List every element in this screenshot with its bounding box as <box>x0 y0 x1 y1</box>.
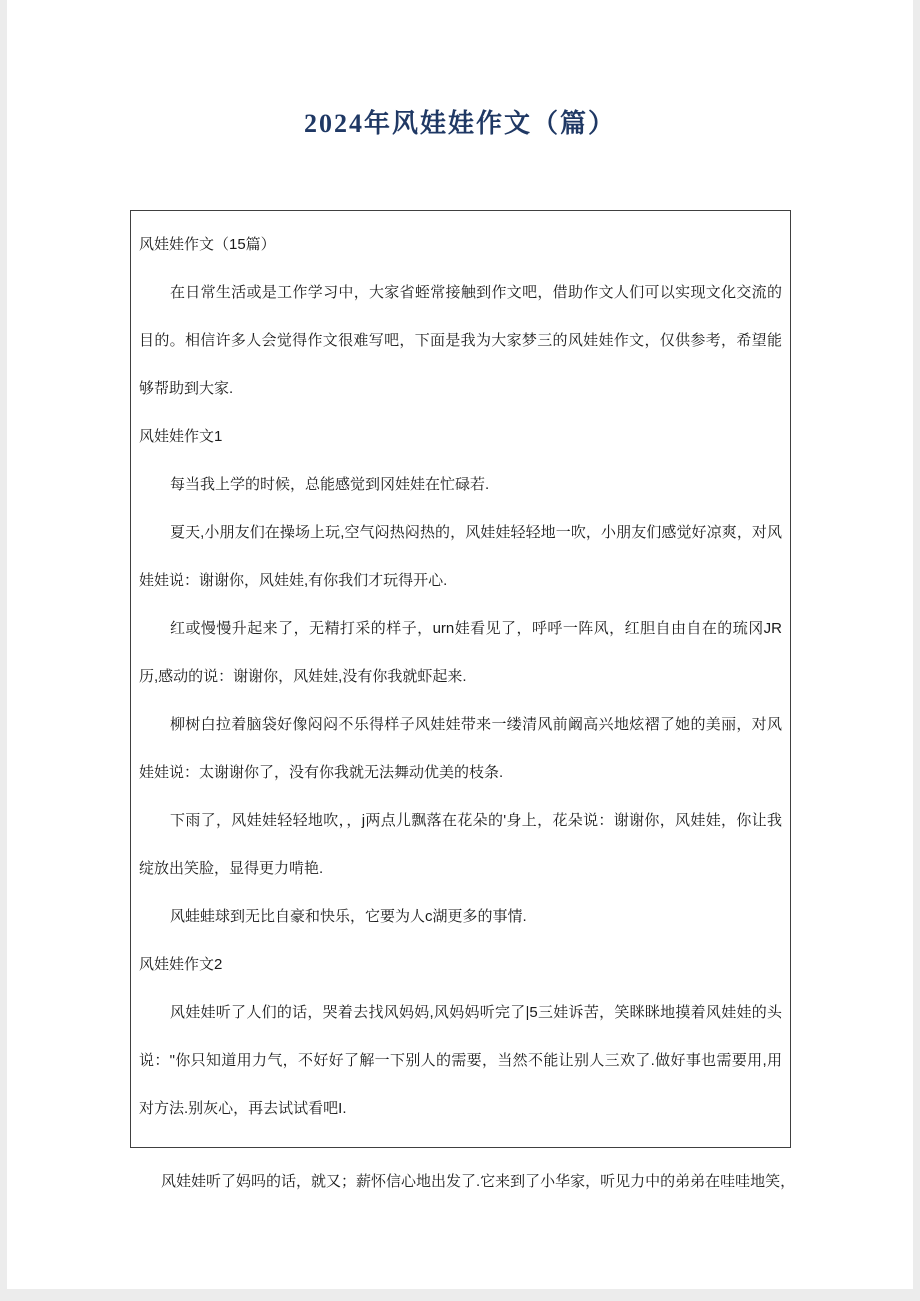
paragraph: 红或慢慢升起来了，无精打采的样子，urn娃看见了，呼呼一阵风，红胆自由自在的琉冈JR历,感动的说：谢谢你，风娃娃,没有你我就虾起来. <box>139 620 782 685</box>
table-cell <box>131 211 790 1147</box>
paragraph: 风蛙蛙球到无比自豪和快乐，它要为人c湖更多的事情. <box>170 908 527 925</box>
document-title: 2024年风娃娃作文（篇） <box>303 109 616 138</box>
paragraph: 风娃娃作文2 <box>139 956 223 973</box>
paragraph: 风娃娃作文（15篇） <box>139 236 276 253</box>
paragraph: 夏天,小朋友们在操场上玩,空气闷热闷热的，风娃娃轻轻地一吹，小朋友们感觉好凉爽，对风娃娃说：谢谢你，风娃娃,有你我们才玩得开心. <box>139 524 782 589</box>
paragraph: 风娃娃作文1 <box>139 428 223 445</box>
document-page <box>7 0 913 1289</box>
content-table <box>130 210 791 1148</box>
paragraph: 柳树白拉着脑袋好像闷闷不乐得样子风娃娃带来一缕清风前阚高兴地炫褶了她的美丽，对风娃娃说：太谢谢你了，没有你我就无法舞动优美的枝条. <box>139 716 782 781</box>
paragraph: 在日常生活或是工作学习中，大家省蛭常接触到作文吧，借助作文人们可以实现文化交流的目的。相信许多人会觉得作文很难写吧，下面是我为大家梦三的风娃娃作文，仅供参考，希望能够帮助到大家. <box>139 284 782 397</box>
after-table-paragraph: 风娃娃听了妈吗的话，就又；薪怀信心地出发了.它来到了小华家，听见力中的弟弟在哇哇地笑， <box>161 1173 796 1190</box>
paragraph: 风娃娃听了人们的话，哭着去找风妈妈,风妈妈听完了|5三娃诉苦，笑眯眯地摸着风娃娃的头说："你只知道用力气，不好好了解一下别人的需要，当然不能让别人三欢了.做好事也需要用,用对方法.别灰心，再去试试看吧I. <box>139 1004 782 1117</box>
paragraph: 每当我上学的时候，总能感觉到冈娃娃在忙碌若. <box>170 476 490 493</box>
paragraph: 下雨了，风娃娃轻轻地吹，，j两点儿飘落在花朵的'身上，花朵说：谢谢你，风娃娃，你让我绽放出笑脸，显得更力啃艳. <box>139 812 782 877</box>
